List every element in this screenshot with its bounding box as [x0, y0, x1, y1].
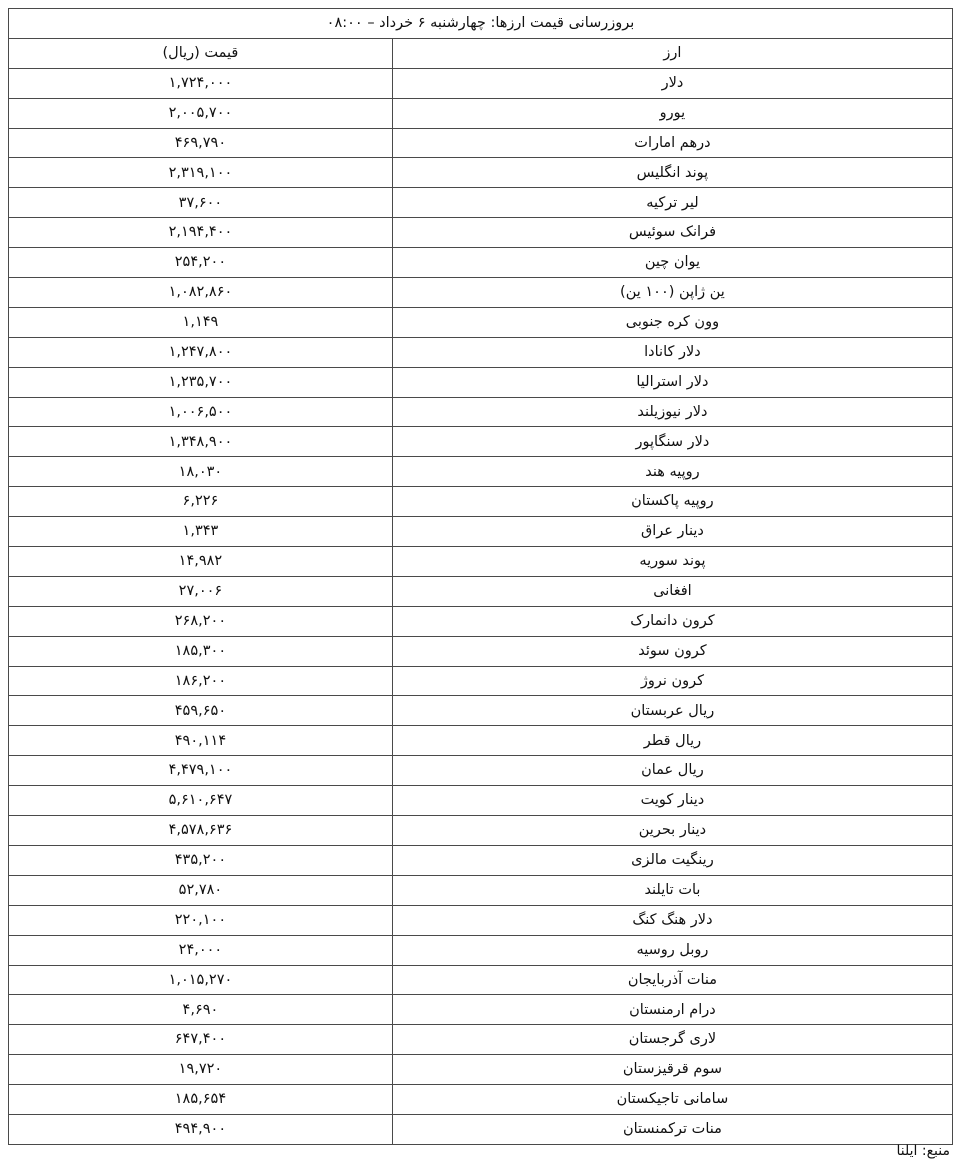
currency-name-cell: دینار بحرین [392, 816, 952, 846]
table-row [9, 696, 953, 726]
table-row [9, 457, 953, 487]
table-body [9, 68, 953, 1144]
currency-name-cell: ین ژاپن (۱۰۰ ین) [392, 278, 952, 308]
currency-name-cell: دلار سنگاپور [392, 427, 952, 457]
table-row [9, 786, 953, 816]
price-cell: ۴۵۹,۶۵۰ [9, 696, 393, 726]
price-cell: ۱۹,۷۲۰ [9, 1055, 393, 1085]
price-cell: ۵۲,۷۸۰ [9, 875, 393, 905]
currency-name-cell: روپیه پاکستان [392, 487, 952, 517]
currency-name-cell: منات آذربایجان [392, 965, 952, 995]
price-cell: ۲۴,۰۰۰ [9, 935, 393, 965]
price-cell: ۶,۲۲۶ [9, 487, 393, 517]
price-cell: ۱,۱۴۹ [9, 307, 393, 337]
table-row [9, 307, 953, 337]
table-row [9, 606, 953, 636]
table-row [9, 636, 953, 666]
currency-name-cell: دینار عراق [392, 517, 952, 547]
price-cell: ۱,۷۲۴,۰۰۰ [9, 68, 393, 98]
currency-name-cell: کرون نروژ [392, 666, 952, 696]
currency-name-cell: درهم امارات [392, 128, 952, 158]
table-row [9, 278, 953, 308]
table-row [9, 845, 953, 875]
price-cell: ۴۹۰,۱۱۴ [9, 726, 393, 756]
price-cell: ۲۷,۰۰۶ [9, 576, 393, 606]
table-row [9, 1114, 953, 1144]
table-row [9, 98, 953, 128]
currency-name-cell: منات ترکمنستان [392, 1114, 952, 1144]
price-cell: ۱,۳۴۳ [9, 517, 393, 547]
currency-name-cell: روبل روسیه [392, 935, 952, 965]
currency-name-cell: ریال عمان [392, 756, 952, 786]
price-cell: ۱,۰۸۲,۸۶۰ [9, 278, 393, 308]
table-row [9, 965, 953, 995]
table-row [9, 158, 953, 188]
price-cell: ۱۸۵,۶۵۴ [9, 1085, 393, 1115]
price-cell: ۱۸,۰۳۰ [9, 457, 393, 487]
table-row [9, 218, 953, 248]
currency-name-cell: دلار استرالیا [392, 367, 952, 397]
currency-name-cell: پوند سوریه [392, 547, 952, 577]
table-row [9, 935, 953, 965]
price-cell: ۲۲۰,۱۰۰ [9, 905, 393, 935]
price-cell: ۴,۶۹۰ [9, 995, 393, 1025]
price-cell: ۴۹۴,۹۰۰ [9, 1114, 393, 1144]
table-row [9, 68, 953, 98]
currency-name-cell: دلار هنگ کنگ [392, 905, 952, 935]
table-row [9, 875, 953, 905]
currency-name-cell: پوند انگلیس [392, 158, 952, 188]
price-cell: ۴۳۵,۲۰۰ [9, 845, 393, 875]
currency-name-cell: دلار کانادا [392, 337, 952, 367]
price-cell: ۴,۴۷۹,۱۰۰ [9, 756, 393, 786]
table-row [9, 726, 953, 756]
currency-rate-table [8, 8, 953, 1145]
price-cell: ۲,۱۹۴,۴۰۰ [9, 218, 393, 248]
currency-column-header: ارز [392, 38, 952, 68]
price-cell: ۴,۵۷۸,۶۳۶ [9, 816, 393, 846]
source-note: منبع: ایلنا [896, 1143, 950, 1159]
price-cell: ۲,۰۰۵,۷۰۰ [9, 98, 393, 128]
currency-name-cell: لیر ترکیه [392, 188, 952, 218]
table-row [9, 248, 953, 278]
currency-name-cell: دلار [392, 68, 952, 98]
currency-name-cell: کرون سوئد [392, 636, 952, 666]
price-cell: ۱۸۵,۳۰۰ [9, 636, 393, 666]
table-row [9, 995, 953, 1025]
table-row [9, 367, 953, 397]
currency-name-cell: دلار نیوزیلند [392, 397, 952, 427]
table-header-row [9, 38, 953, 68]
currency-name-cell: ریال عربستان [392, 696, 952, 726]
price-column-header: قیمت (ریال) [9, 38, 393, 68]
table-row [9, 337, 953, 367]
table-row [9, 128, 953, 158]
table-row [9, 666, 953, 696]
price-cell: ۲۶۸,۲۰۰ [9, 606, 393, 636]
currency-name-cell: وون کره جنوبی [392, 307, 952, 337]
table-row [9, 487, 953, 517]
price-cell: ۱۴,۹۸۲ [9, 547, 393, 577]
currency-name-cell: سوم قرقیزستان [392, 1055, 952, 1085]
price-cell: ۱,۲۳۵,۷۰۰ [9, 367, 393, 397]
currency-name-cell: یوان چین [392, 248, 952, 278]
table-title: بروزرسانی قیمت ارزها: چهارشنبه ۶ خرداد – ۰۸:۰۰ [9, 9, 953, 39]
price-cell: ۱,۳۴۸,۹۰۰ [9, 427, 393, 457]
table-row [9, 905, 953, 935]
table-row [9, 576, 953, 606]
currency-name-cell: درام ارمنستان [392, 995, 952, 1025]
currency-name-cell: افغانی [392, 576, 952, 606]
price-cell: ۲,۳۱۹,۱۰۰ [9, 158, 393, 188]
price-cell: ۳۷,۶۰۰ [9, 188, 393, 218]
table-row [9, 1025, 953, 1055]
table-title-row [9, 9, 953, 39]
table-row [9, 547, 953, 577]
currency-name-cell: ریال قطر [392, 726, 952, 756]
currency-name-cell: یورو [392, 98, 952, 128]
table-row [9, 517, 953, 547]
table-row [9, 427, 953, 457]
price-cell: ۱۸۶,۲۰۰ [9, 666, 393, 696]
table-row [9, 756, 953, 786]
currency-name-cell: کرون دانمارک [392, 606, 952, 636]
price-cell: ۱,۰۰۶,۵۰۰ [9, 397, 393, 427]
table-row [9, 188, 953, 218]
currency-name-cell: فرانک سوئیس [392, 218, 952, 248]
currency-name-cell: روپیه هند [392, 457, 952, 487]
price-cell: ۵,۶۱۰,۶۴۷ [9, 786, 393, 816]
currency-name-cell: رینگیت مالزی [392, 845, 952, 875]
currency-name-cell: لاری گرجستان [392, 1025, 952, 1055]
price-cell: ۶۴۷,۴۰۰ [9, 1025, 393, 1055]
table-row [9, 816, 953, 846]
table-row [9, 1055, 953, 1085]
price-cell: ۴۶۹,۷۹۰ [9, 128, 393, 158]
currency-name-cell: بات تایلند [392, 875, 952, 905]
price-cell: ۱,۲۴۷,۸۰۰ [9, 337, 393, 367]
table-row [9, 1085, 953, 1115]
price-cell: ۱,۰۱۵,۲۷۰ [9, 965, 393, 995]
table-row [9, 397, 953, 427]
currency-name-cell: دینار کویت [392, 786, 952, 816]
price-cell: ۲۵۴,۲۰۰ [9, 248, 393, 278]
currency-name-cell: سامانی تاجیکستان [392, 1085, 952, 1115]
